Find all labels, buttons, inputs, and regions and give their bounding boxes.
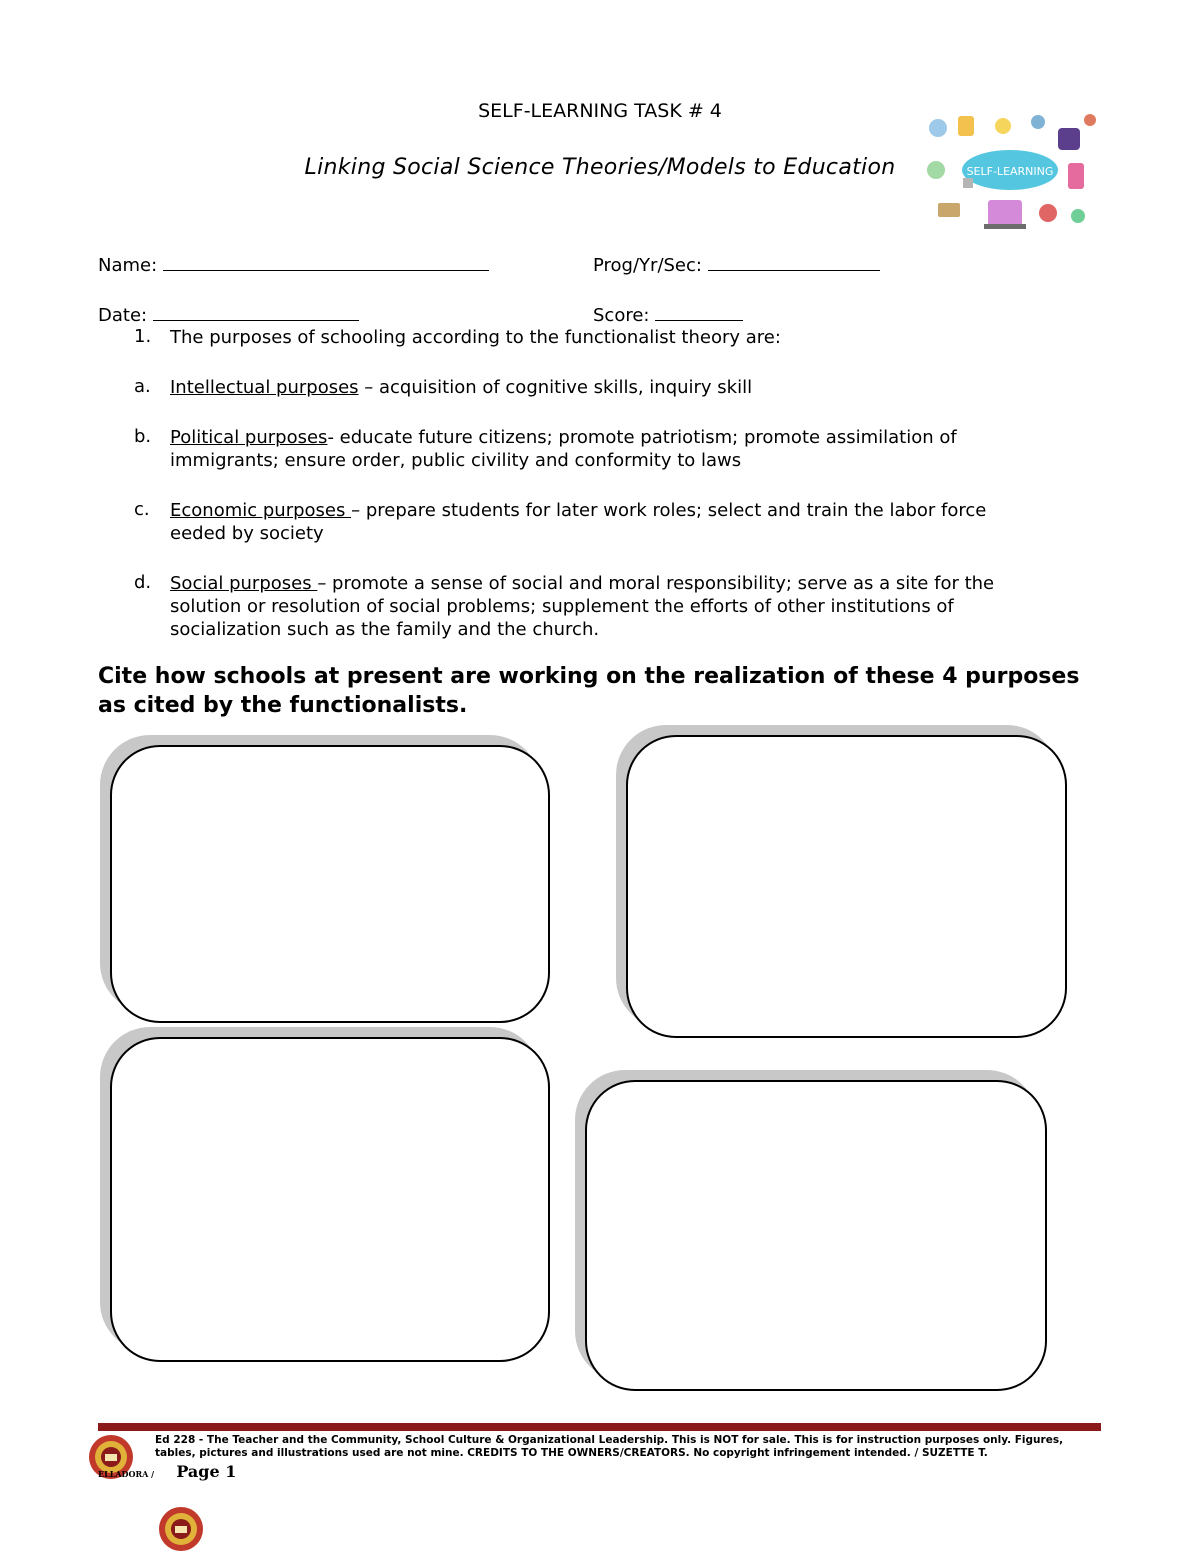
school-seal-icon-bottom [158, 1506, 204, 1552]
item-c-letter: c. [134, 499, 150, 520]
instruction-text: Cite how schools at present are working on the realization of these 4 purposes as cited by the functionalists. [98, 664, 1080, 718]
prog-field[interactable] [593, 252, 880, 276]
footer-bar [98, 1423, 1101, 1431]
item-d-term: Social purposes [170, 573, 318, 594]
item-c-desc-1: – prepare students for later work roles; select and train the labor force [351, 500, 987, 521]
date-line[interactable] [153, 302, 359, 321]
footer-credits: Ed 228 - The Teacher and the Community, School Culture & Organizational Leadership. This is NOT for sale. This is for instruction purposes only. Figures, tables, pictures and illustrations used are not mine. CREDITS TO THE OWNERS/CREATORS. No copyright infringement intended. / SUZETTE T. [155, 1434, 1064, 1459]
question-text: The purposes of schooling according to the functionalist theory are: [170, 327, 781, 348]
item-b [170, 426, 1090, 472]
score-field[interactable] [593, 302, 743, 326]
item-a [170, 376, 1090, 399]
item-c [170, 499, 1090, 545]
answer-box-2[interactable] [626, 735, 1067, 1038]
item-c-term: Economic purposes [170, 500, 352, 521]
item-b-term: Political purposes [170, 427, 328, 448]
date-label: Date: [98, 305, 148, 326]
question-number: 1. [134, 326, 152, 347]
self-learning-clipart [918, 108, 1103, 243]
item-a-desc: – acquisition of cognitive skills, inquiry skill [358, 377, 753, 398]
page-number: Page 1 [176, 1462, 237, 1481]
author-tail: ELLADORA / [98, 1469, 155, 1479]
answer-box-3[interactable] [110, 1037, 550, 1362]
item-d-letter: d. [134, 572, 152, 593]
clipart-label: SELF-LEARNING [966, 165, 1054, 178]
item-a-term: Intellectual purposes [170, 377, 359, 398]
score-label: Score: [593, 305, 650, 326]
item-d-desc-2: solution or resolution of social problems; supplement the efforts of other institutions of [170, 596, 954, 617]
date-field[interactable] [98, 302, 359, 326]
score-line[interactable] [655, 302, 743, 321]
page-footer-line [98, 1462, 236, 1481]
item-c-desc-2: eeded by society [170, 523, 324, 544]
prog-label: Prog/Yr/Sec: [593, 255, 702, 276]
answer-box-1[interactable] [110, 745, 550, 1023]
item-d [170, 572, 1090, 641]
name-line[interactable] [163, 252, 489, 271]
item-b-letter: b. [134, 426, 152, 447]
answer-box-4[interactable] [585, 1080, 1047, 1391]
name-field[interactable] [98, 252, 489, 276]
name-label: Name: [98, 255, 158, 276]
item-b-desc-2: immigrants; ensure order, public civility and conformity to laws [170, 450, 742, 471]
item-a-letter: a. [134, 376, 151, 397]
item-d-desc-1: – promote a sense of social and moral responsibility; serve as a site for the [317, 573, 995, 594]
task-title: SELF-LEARNING TASK # 4 [478, 100, 722, 122]
prog-line[interactable] [708, 252, 880, 271]
task-subtitle: Linking Social Science Theories/Models to Education [304, 155, 896, 180]
item-d-desc-3: socialization such as the family and the church. [170, 619, 600, 640]
item-b-desc-1: - educate future citizens; promote patriotism; promote assimilation of [327, 427, 957, 448]
